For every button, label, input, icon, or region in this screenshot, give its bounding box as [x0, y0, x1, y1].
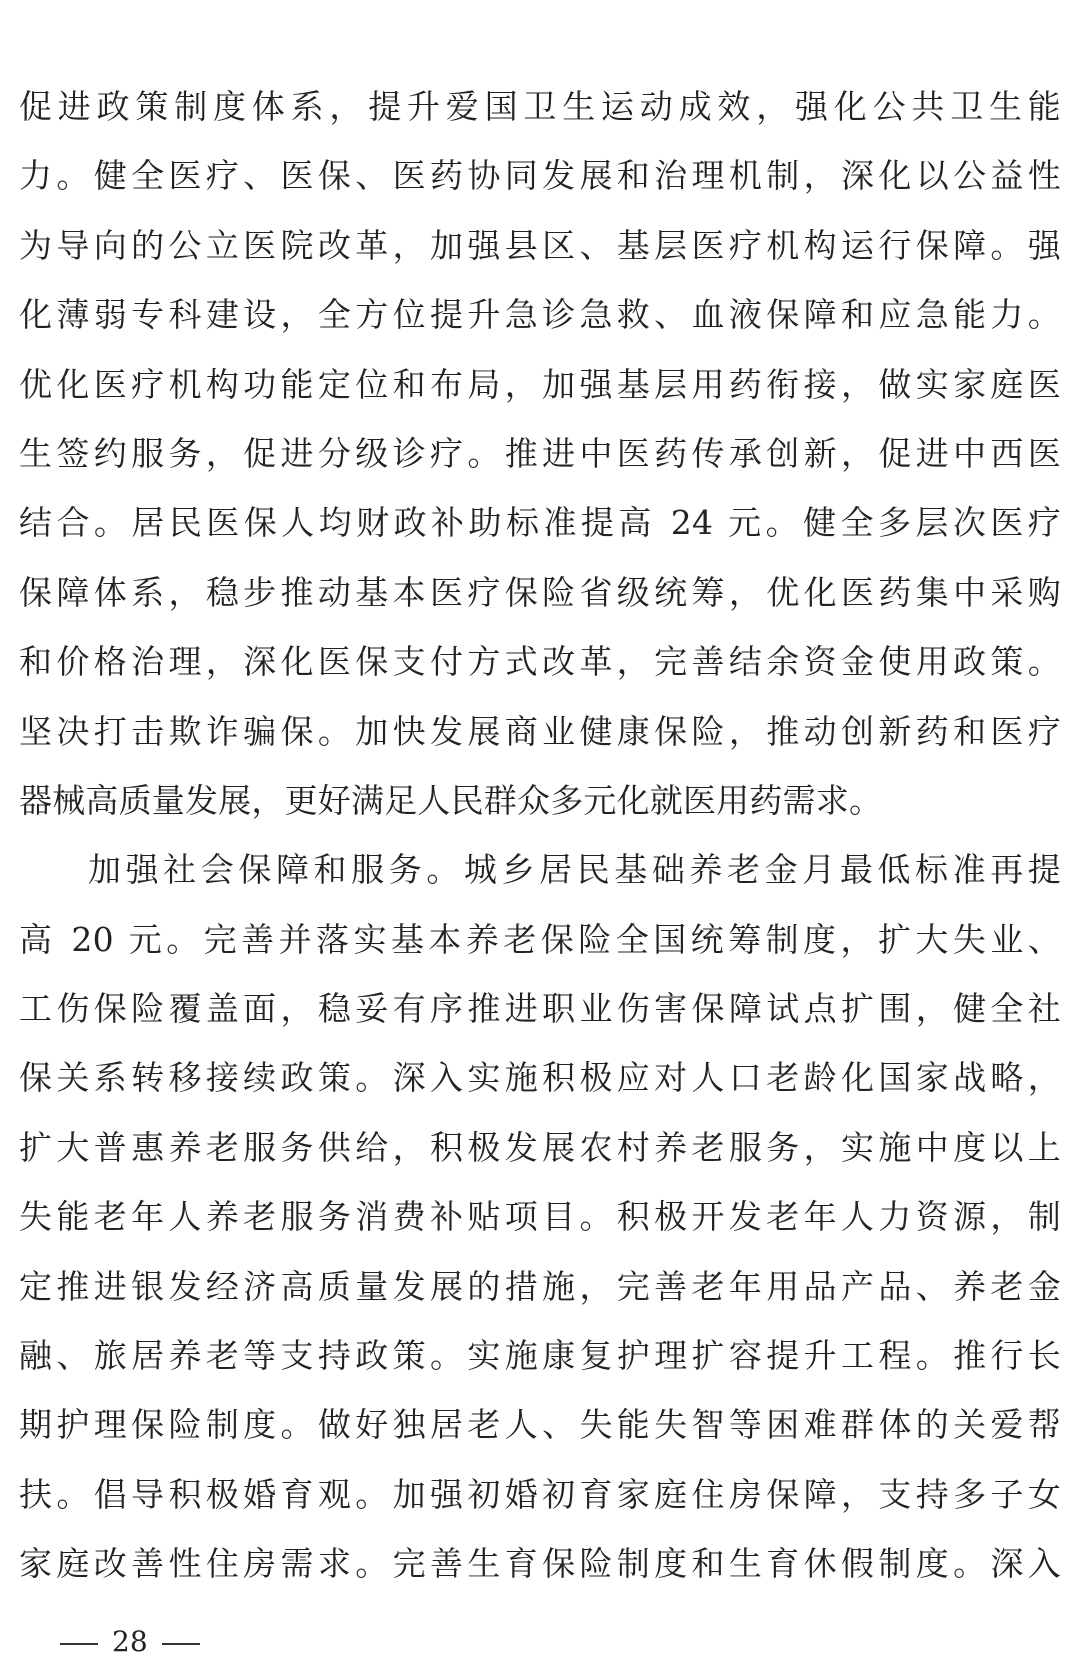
text-line: 促进政策制度体系，提升爱国卫生运动成效，强化公共卫生能 — [19, 87, 1061, 126]
text-line: 失能老年人养老服务消费补贴项目。积极开发老年人力资源，制 — [19, 1197, 1061, 1237]
text-line: 化薄弱专科建设，全方位提升急诊急救、血液保障和应急能力。 — [19, 295, 1061, 335]
paragraph-first-line: 加强社会保障和服务。城乡居民基础养老金月最低标准再提 — [88, 850, 1061, 890]
page-footer — [46, 1622, 214, 1662]
text-line: 高 20 元。完善并落实基本养老保险全国统筹制度，扩大失业、 — [19, 919, 1061, 959]
text-line: 定推进银发经济高质量发展的措施，完善老年用品产品、养老金 — [19, 1266, 1061, 1306]
text-line: 期护理保险制度。做好独居老人、失能失智等困难群体的关爱帮 — [19, 1405, 1061, 1445]
text-line: 扩大普惠养老服务供给，积极发展农村养老服务，实施中度以上 — [19, 1127, 1061, 1167]
text-line: 工伤保险覆盖面，稳妥有序推进职业伤害保障试点扩围，健全社 — [19, 989, 1061, 1029]
text-line: 器械高质量发展，更好满足人民群众多元化就医用药需求。 — [19, 780, 883, 820]
footer-dash-left — [60, 1643, 98, 1645]
body-text — [19, 72, 1061, 1599]
footer-dash-right — [162, 1643, 200, 1645]
text-line: 保关系转移接续政策。深入实施积极应对人口老龄化国家战略， — [19, 1058, 1061, 1098]
page-number: 28 — [112, 1625, 148, 1658]
text-line: 家庭改善性住房需求。完善生育保险制度和生育休假制度。深入 — [19, 1544, 1061, 1584]
text-line: 融、旅居养老等支持政策。实施康复护理扩容提升工程。推行长 — [19, 1336, 1061, 1376]
text-line: 保障体系，稳步推动基本医疗保险省级统筹，优化医药集中采购 — [19, 572, 1061, 612]
text-line: 优化医疗机构功能定位和布局，加强基层用药衔接，做实家庭医 — [19, 364, 1061, 404]
text-line: 为导向的公立医院改革，加强县区、基层医疗机构运行保障。强 — [19, 225, 1061, 265]
text-line: 力。健全医疗、医保、医药协同发展和治理机制，深化以公益性 — [19, 156, 1061, 196]
text-line: 生签约服务，促进分级诊疗。推进中医药传承创新，促进中西医 — [19, 433, 1061, 473]
text-line: 和价格治理，深化医保支付方式改革，完善结余资金使用政策。 — [19, 642, 1061, 682]
text-line: 坚决打击欺诈骗保。加快发展商业健康保险，推动创新药和医疗 — [19, 711, 1061, 751]
text-line: 扶。倡导积极婚育观。加强初婚初育家庭住房保障，支持多子女 — [19, 1474, 1061, 1514]
text-line: 结合。居民医保人均财政补助标准提高 24 元。健全多层次医疗 — [19, 503, 1061, 543]
